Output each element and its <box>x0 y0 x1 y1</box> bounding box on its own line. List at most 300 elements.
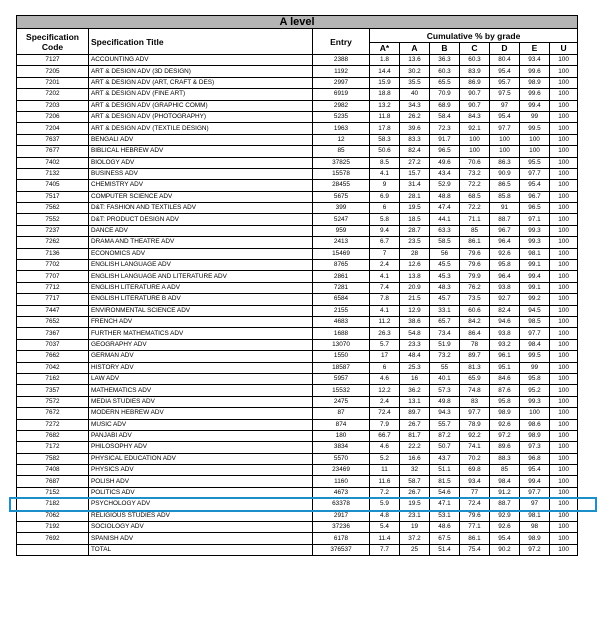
cell-a: 26.7 <box>400 419 430 430</box>
cell-code: 7572 <box>17 396 89 407</box>
cell-a: 31.4 <box>400 180 430 191</box>
cell-b: 33.1 <box>430 305 460 316</box>
cell-u: 100 <box>550 385 578 396</box>
cell-astar: 15.9 <box>370 77 400 88</box>
cell-e: 99.4 <box>520 476 550 487</box>
header-grade-b: B <box>430 43 460 55</box>
cell-astar: 6.7 <box>370 237 400 248</box>
cell-entry: 63378 <box>313 499 370 510</box>
cell-c: 100 <box>460 146 490 157</box>
cell-e: 97.7 <box>520 328 550 339</box>
results-table-container <box>16 15 577 556</box>
cell-b: 55 <box>430 362 460 373</box>
cell-d: 88.3 <box>490 453 520 464</box>
cell-b: 51.1 <box>430 465 460 476</box>
cell-astar: 11.2 <box>370 316 400 327</box>
cell-c: 65.9 <box>460 373 490 384</box>
cell-b: 43.7 <box>430 453 460 464</box>
cell-u: 100 <box>550 146 578 157</box>
cell-code: 7237 <box>17 225 89 236</box>
cell-code: 7367 <box>17 328 89 339</box>
cell-u: 100 <box>550 510 578 521</box>
table-row <box>17 168 578 179</box>
cell-d: 96.4 <box>490 271 520 282</box>
cell-c: 75.4 <box>460 544 490 555</box>
cell-b: 57.3 <box>430 385 460 396</box>
cell-a: 25 <box>400 544 430 555</box>
cell-d: 89.6 <box>490 442 520 453</box>
table-row <box>17 146 578 157</box>
cell-b: 48.8 <box>430 191 460 202</box>
cell-code: 7447 <box>17 305 89 316</box>
cell-title: ART & DESIGN ADV (PHOTOGRAPHY) <box>89 111 313 122</box>
cell-e: 99.3 <box>520 237 550 248</box>
cell-entry: 15469 <box>313 248 370 259</box>
cell-a: 26.2 <box>400 111 430 122</box>
cell-u: 100 <box>550 499 578 510</box>
cell-b: 40.1 <box>430 373 460 384</box>
cell-entry: 1963 <box>313 123 370 134</box>
cell-e: 98.4 <box>520 339 550 350</box>
cell-a: 26.7 <box>400 487 430 498</box>
cell-c: 89.7 <box>460 351 490 362</box>
cell-d: 82.4 <box>490 305 520 316</box>
cell-title: MEDIA STUDIES ADV <box>89 396 313 407</box>
cell-code: 7405 <box>17 180 89 191</box>
header-grade-d: D <box>490 43 520 55</box>
cell-code: 7552 <box>17 214 89 225</box>
cell-u: 100 <box>550 203 578 214</box>
cell-u: 100 <box>550 157 578 168</box>
cell-astar: 2.4 <box>370 396 400 407</box>
cell-astar: 13.2 <box>370 100 400 111</box>
table-row <box>17 134 578 145</box>
cell-title: ART & DESIGN ADV (FINE ART) <box>89 89 313 100</box>
cell-astar: 66.7 <box>370 430 400 441</box>
cell-e: 99.4 <box>520 100 550 111</box>
cell-d: 90.2 <box>490 544 520 555</box>
cell-d: 97.7 <box>490 123 520 134</box>
cell-title: POLISH ADV <box>89 476 313 487</box>
cell-e: 99.5 <box>520 351 550 362</box>
cell-code: 7042 <box>17 362 89 373</box>
cell-entry: 5247 <box>313 214 370 225</box>
cell-d: 91 <box>490 203 520 214</box>
table-row <box>17 339 578 350</box>
cell-entry: 5957 <box>313 373 370 384</box>
cell-e: 97 <box>520 499 550 510</box>
cell-entry: 2413 <box>313 237 370 248</box>
cell-c: 72.2 <box>460 180 490 191</box>
cell-a: 22.2 <box>400 442 430 453</box>
cell-a: 23.5 <box>400 237 430 248</box>
cell-code: 7402 <box>17 157 89 168</box>
cell-e: 94.5 <box>520 305 550 316</box>
cell-a: 30.2 <box>400 66 430 77</box>
cell-a: 21.5 <box>400 294 430 305</box>
cell-title: ENGLISH LITERATURE B ADV <box>89 294 313 305</box>
cell-b: 73.2 <box>430 351 460 362</box>
cell-d: 86.5 <box>490 180 520 191</box>
table-row <box>17 260 578 271</box>
header-spec-title: Specification Title <box>89 29 313 55</box>
cell-a: 34.3 <box>400 100 430 111</box>
cell-e: 100 <box>520 408 550 419</box>
table-row <box>17 282 578 293</box>
table-row <box>17 442 578 453</box>
table-row <box>17 476 578 487</box>
cell-d: 100 <box>490 146 520 157</box>
cell-code: 7652 <box>17 316 89 327</box>
cell-code: 7707 <box>17 271 89 282</box>
cell-b: 43.4 <box>430 168 460 179</box>
cell-u: 100 <box>550 544 578 555</box>
cell-title: BIOLOGY ADV <box>89 157 313 168</box>
cell-astar: 9 <box>370 180 400 191</box>
cell-u: 100 <box>550 419 578 430</box>
cell-u: 100 <box>550 282 578 293</box>
cell-entry: 28455 <box>313 180 370 191</box>
cell-u: 100 <box>550 328 578 339</box>
cell-e: 93.4 <box>520 55 550 66</box>
cell-c: 92.1 <box>460 123 490 134</box>
cell-entry: 2475 <box>313 396 370 407</box>
cell-title: CHEMISTRY ADV <box>89 180 313 191</box>
cell-e: 99.5 <box>520 123 550 134</box>
cell-u: 100 <box>550 123 578 134</box>
cell-c: 86.1 <box>460 237 490 248</box>
cell-b: 81.5 <box>430 476 460 487</box>
table-row <box>17 271 578 282</box>
cell-e: 98 <box>520 522 550 533</box>
cell-c: 60.3 <box>460 55 490 66</box>
cell-b: 87.2 <box>430 430 460 441</box>
cell-e: 100 <box>520 134 550 145</box>
cell-b: 96.5 <box>430 146 460 157</box>
cell-entry: 23469 <box>313 465 370 476</box>
cell-a: 13.6 <box>400 55 430 66</box>
cell-d: 91.2 <box>490 487 520 498</box>
cell-c: 77 <box>460 487 490 498</box>
cell-e: 97.3 <box>520 442 550 453</box>
cell-a: 18.5 <box>400 214 430 225</box>
cell-b: 53.1 <box>430 510 460 521</box>
cell-code: 7182 <box>17 499 89 510</box>
cell-d: 93.8 <box>490 282 520 293</box>
cell-a: 54.8 <box>400 328 430 339</box>
cell-c: 73.2 <box>460 168 490 179</box>
cell-u: 100 <box>550 351 578 362</box>
cell-b: 51.4 <box>430 544 460 555</box>
cell-d: 96.7 <box>490 225 520 236</box>
cell-u: 100 <box>550 191 578 202</box>
cell-e: 98.9 <box>520 430 550 441</box>
cell-a: 32 <box>400 465 430 476</box>
table-row <box>17 465 578 476</box>
cell-d: 88.7 <box>490 499 520 510</box>
cell-title: SPANISH ADV <box>89 533 313 544</box>
cell-e: 97.7 <box>520 487 550 498</box>
cell-b: 56 <box>430 248 460 259</box>
cell-entry: 874 <box>313 419 370 430</box>
cell-c: 76.2 <box>460 282 490 293</box>
cell-d: 98.4 <box>490 476 520 487</box>
cell-c: 84.3 <box>460 111 490 122</box>
table-row <box>17 203 578 214</box>
cell-e: 99 <box>520 362 550 373</box>
cell-astar: 11.4 <box>370 533 400 544</box>
cell-entry: 959 <box>313 225 370 236</box>
cell-c: 78 <box>460 339 490 350</box>
cell-d: 97.2 <box>490 430 520 441</box>
cell-u: 100 <box>550 430 578 441</box>
cell-e: 96.7 <box>520 191 550 202</box>
cell-astar: 4.1 <box>370 271 400 282</box>
cell-e: 97.2 <box>520 544 550 555</box>
table-row <box>17 225 578 236</box>
cell-a: 19.5 <box>400 499 430 510</box>
cell-u: 100 <box>550 396 578 407</box>
cell-b: 58.5 <box>430 237 460 248</box>
table-row <box>17 55 578 66</box>
table-row <box>17 408 578 419</box>
table-row <box>17 180 578 191</box>
cell-e: 99.6 <box>520 66 550 77</box>
cell-u: 100 <box>550 180 578 191</box>
cell-u: 100 <box>550 533 578 544</box>
header-grade-e: E <box>520 43 550 55</box>
cell-d: 85 <box>490 465 520 476</box>
cell-e: 100 <box>520 146 550 157</box>
cell-title: ENGLISH LANGUAGE ADV <box>89 260 313 271</box>
cell-e: 95.2 <box>520 385 550 396</box>
cell-code: 7357 <box>17 385 89 396</box>
cell-d: 98.9 <box>490 408 520 419</box>
cell-u: 100 <box>550 271 578 282</box>
cell-a: 36.2 <box>400 385 430 396</box>
cell-d: 94.6 <box>490 316 520 327</box>
cell-b: 48.6 <box>430 522 460 533</box>
cell-astar: 5.2 <box>370 453 400 464</box>
cell-title: ART & DESIGN ADV (ART, CRAFT & DES) <box>89 77 313 88</box>
cell-a: 28.7 <box>400 225 430 236</box>
cell-code: 7192 <box>17 522 89 533</box>
cell-e: 99.1 <box>520 282 550 293</box>
cell-e: 98.1 <box>520 510 550 521</box>
cell-a: 12.9 <box>400 305 430 316</box>
cell-u: 100 <box>550 248 578 259</box>
cell-title: ENGLISH LANGUAGE AND LITERATURE ADV <box>89 271 313 282</box>
cell-d: 92.9 <box>490 510 520 521</box>
cell-d: 95.4 <box>490 111 520 122</box>
cell-c: 70.2 <box>460 453 490 464</box>
cell-code: 7662 <box>17 351 89 362</box>
cell-u: 100 <box>550 237 578 248</box>
cell-u: 100 <box>550 77 578 88</box>
header-grade-astar: A* <box>370 43 400 55</box>
cell-code: 7201 <box>17 77 89 88</box>
cell-d: 88.7 <box>490 214 520 225</box>
cell-entry: 37825 <box>313 157 370 168</box>
cell-code: 7162 <box>17 373 89 384</box>
cell-a: 83.3 <box>400 134 430 145</box>
cell-entry: 2155 <box>313 305 370 316</box>
cell-b: 45.7 <box>430 294 460 305</box>
cell-c: 79.6 <box>460 510 490 521</box>
results-table <box>16 15 578 556</box>
cell-u: 100 <box>550 89 578 100</box>
cell-e: 95.4 <box>520 465 550 476</box>
cell-u: 100 <box>550 408 578 419</box>
cell-title: POLITICS ADV <box>89 487 313 498</box>
cell-b: 44.1 <box>430 214 460 225</box>
cell-entry: 5675 <box>313 191 370 202</box>
cell-a: 38.6 <box>400 316 430 327</box>
cell-entry: 5235 <box>313 111 370 122</box>
cell-a: 23.1 <box>400 510 430 521</box>
table-row <box>17 328 578 339</box>
cell-entry: 2982 <box>313 100 370 111</box>
cell-b: 58.4 <box>430 111 460 122</box>
cell-title: LAW ADV <box>89 373 313 384</box>
cell-title: DANCE ADV <box>89 225 313 236</box>
cell-c: 68.5 <box>460 191 490 202</box>
cell-entry: 4683 <box>313 316 370 327</box>
cell-code <box>17 544 89 555</box>
cell-e: 98.9 <box>520 533 550 544</box>
cell-a: 15.7 <box>400 168 430 179</box>
cell-entry: 2388 <box>313 55 370 66</box>
cell-d: 80.4 <box>490 55 520 66</box>
cell-e: 95.5 <box>520 157 550 168</box>
cell-c: 90.7 <box>460 89 490 100</box>
cell-code: 7637 <box>17 134 89 145</box>
cell-d: 100 <box>490 134 520 145</box>
cell-title: PHYSICAL EDUCATION ADV <box>89 453 313 464</box>
cell-b: 49.8 <box>430 396 460 407</box>
cell-entry: 37236 <box>313 522 370 533</box>
table-row <box>17 487 578 498</box>
cell-a: 27.2 <box>400 157 430 168</box>
cell-d: 92.7 <box>490 294 520 305</box>
cell-astar: 5.4 <box>370 522 400 533</box>
cell-entry: 1192 <box>313 66 370 77</box>
cell-c: 85 <box>460 225 490 236</box>
cell-c: 86.9 <box>460 77 490 88</box>
cell-c: 73.5 <box>460 294 490 305</box>
cell-entry: 85 <box>313 146 370 157</box>
cell-u: 100 <box>550 487 578 498</box>
cell-c: 86.1 <box>460 533 490 544</box>
cell-astar: 4.6 <box>370 442 400 453</box>
cell-b: 70.9 <box>430 89 460 100</box>
cell-entry: 376537 <box>313 544 370 555</box>
cell-entry: 6178 <box>313 533 370 544</box>
cell-u: 100 <box>550 442 578 453</box>
cell-astar: 6.9 <box>370 191 400 202</box>
cell-astar: 7.2 <box>370 487 400 498</box>
cell-c: 83 <box>460 396 490 407</box>
cell-b: 94.3 <box>430 408 460 419</box>
cell-a: 28 <box>400 248 430 259</box>
cell-c: 100 <box>460 134 490 145</box>
cell-e: 96.5 <box>520 203 550 214</box>
cell-c: 74.1 <box>460 442 490 453</box>
cell-e: 99.1 <box>520 260 550 271</box>
cell-a: 25.3 <box>400 362 430 373</box>
cell-a: 12.6 <box>400 260 430 271</box>
cell-code: 7687 <box>17 476 89 487</box>
cell-d: 92.6 <box>490 248 520 259</box>
cell-c: 78.9 <box>460 419 490 430</box>
cell-b: 45.3 <box>430 271 460 282</box>
cell-b: 55.7 <box>430 419 460 430</box>
table-row <box>17 294 578 305</box>
cell-d: 96.1 <box>490 351 520 362</box>
cell-u: 100 <box>550 168 578 179</box>
cell-title: ART & DESIGN ADV (TEXTILE DESIGN) <box>89 123 313 134</box>
cell-a: 89.7 <box>400 408 430 419</box>
cell-title: MODERN HEBREW ADV <box>89 408 313 419</box>
cell-astar: 17 <box>370 351 400 362</box>
cell-entry: 8765 <box>313 260 370 271</box>
table-row <box>17 385 578 396</box>
cell-code: 7682 <box>17 430 89 441</box>
table-row <box>17 157 578 168</box>
cell-code: 7172 <box>17 442 89 453</box>
cell-u: 100 <box>550 339 578 350</box>
cell-astar: 26.3 <box>370 328 400 339</box>
table-row <box>17 316 578 327</box>
cell-b: 51.9 <box>430 339 460 350</box>
cell-d: 95.4 <box>490 533 520 544</box>
cell-d: 95.7 <box>490 77 520 88</box>
cell-astar: 11 <box>370 465 400 476</box>
cell-b: 72.3 <box>430 123 460 134</box>
cell-title: ART & DESIGN ADV (GRAPHIC COMM) <box>89 100 313 111</box>
cell-code: 7132 <box>17 168 89 179</box>
cell-d: 92.6 <box>490 522 520 533</box>
cell-e: 98.1 <box>520 248 550 259</box>
cell-c: 84.2 <box>460 316 490 327</box>
cell-u: 100 <box>550 214 578 225</box>
cell-d: 84.6 <box>490 373 520 384</box>
cell-astar: 11.8 <box>370 111 400 122</box>
cell-title: ACCOUNTING ADV <box>89 55 313 66</box>
cell-b: 60.3 <box>430 66 460 77</box>
table-row <box>17 373 578 384</box>
cell-c: 90.7 <box>460 100 490 111</box>
cell-c: 72.2 <box>460 203 490 214</box>
cell-u: 100 <box>550 55 578 66</box>
table-row <box>17 396 578 407</box>
cell-a: 39.6 <box>400 123 430 134</box>
table-row <box>17 66 578 77</box>
cell-c: 79.6 <box>460 260 490 271</box>
cell-a: 19.5 <box>400 203 430 214</box>
cell-c: 71.1 <box>460 214 490 225</box>
cell-code: 7677 <box>17 146 89 157</box>
cell-astar: 50.6 <box>370 146 400 157</box>
cell-u: 100 <box>550 362 578 373</box>
cell-code: 7204 <box>17 123 89 134</box>
cell-u: 100 <box>550 522 578 533</box>
cell-astar: 8.5 <box>370 157 400 168</box>
table-row <box>17 430 578 441</box>
cell-b: 50.7 <box>430 442 460 453</box>
table-row <box>17 362 578 373</box>
cell-e: 97.1 <box>520 214 550 225</box>
